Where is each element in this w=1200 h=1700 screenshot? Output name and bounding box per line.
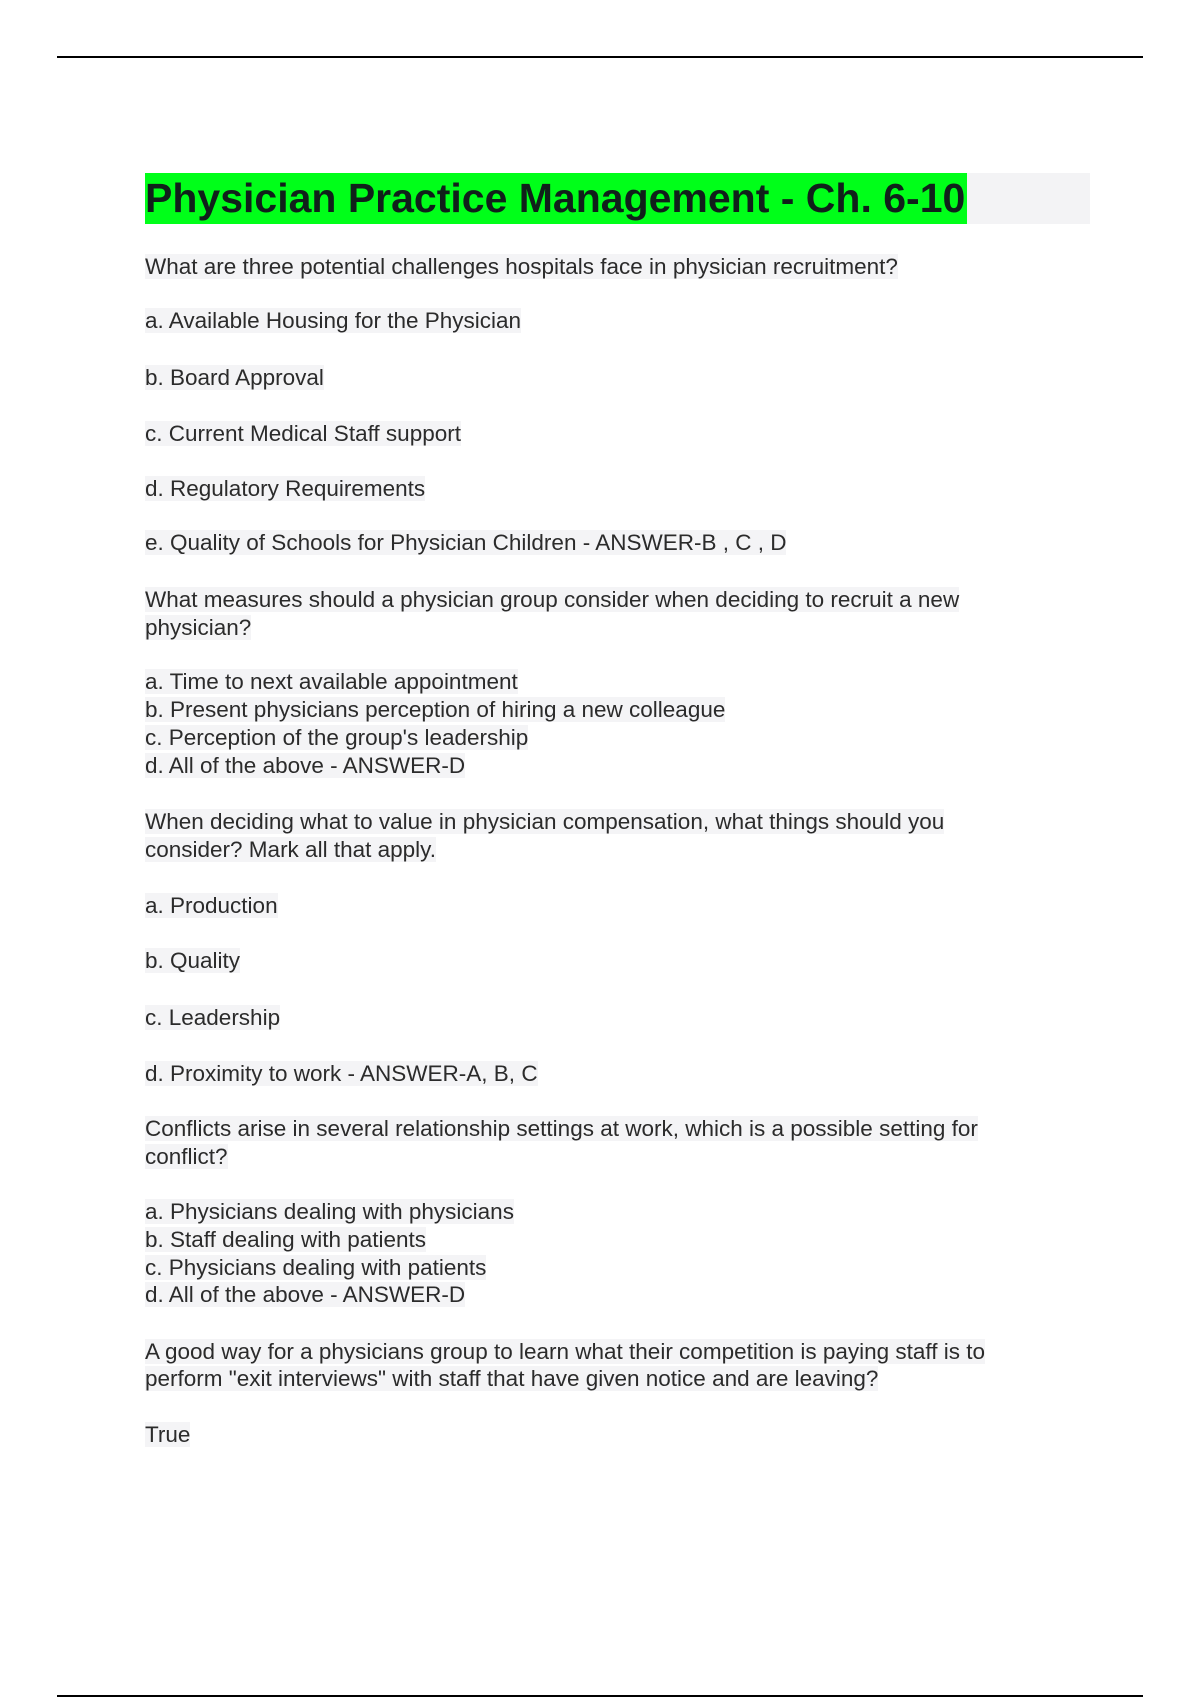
q3-option-b: b. Quality — [145, 948, 241, 973]
q1-option-a: a. Available Housing for the Physician — [145, 308, 522, 333]
q2-option-b: b. Present physicians perception of hiring a new colleague — [145, 697, 726, 722]
question-4-line-2: conflict? — [145, 1144, 228, 1169]
q4-option-c: c. Physicians dealing with patients — [145, 1255, 487, 1280]
question-4-line-1: Conflicts arise in several relationship settings at work, which is a possible setting for — [145, 1116, 978, 1141]
q4-option-d-answer: d. All of the above - ANSWER-D — [145, 1282, 466, 1307]
question-5-line-2: perform "exit interviews" with staff that have given notice and are leaving? — [145, 1366, 879, 1391]
top-rule — [57, 56, 1143, 58]
question-2-line-1: What measures should a physician group consider when deciding to recruit a new — [145, 587, 960, 612]
q1-option-c: c. Current Medical Staff support — [145, 421, 461, 446]
q3-option-c: c. Leadership — [145, 1005, 281, 1030]
q4-option-b: b. Staff dealing with patients — [145, 1227, 427, 1252]
q1-option-b: b. Board Approval — [145, 365, 324, 390]
question-3-line-2: consider? Mark all that apply. — [145, 837, 436, 862]
document-title: Physician Practice Management - Ch. 6-10 — [145, 173, 967, 224]
q2-option-a: a. Time to next available appointment — [145, 669, 518, 694]
question-1: What are three potential challenges hospitals face in physician recruitment? — [145, 254, 898, 279]
q2-option-c: c. Perception of the group's leadership — [145, 725, 529, 750]
q5-answer: True — [145, 1422, 191, 1447]
q1-option-d: d. Regulatory Requirements — [145, 476, 426, 501]
q1-option-e-answer: e. Quality of Schools for Physician Children - ANSWER-B , C , D — [145, 530, 787, 555]
q3-option-d-answer: d. Proximity to work - ANSWER-A, B, C — [145, 1061, 538, 1086]
q2-option-d-answer: d. All of the above - ANSWER-D — [145, 753, 466, 778]
question-2-line-2: physician? — [145, 615, 252, 640]
bottom-rule — [57, 1695, 1143, 1697]
question-3-line-1: When deciding what to value in physician compensation, what things should you — [145, 809, 945, 834]
question-5-line-1: A good way for a physicians group to learn what their competition is paying staff is to — [145, 1339, 986, 1364]
title-band — [145, 173, 1090, 224]
q3-option-a: a. Production — [145, 893, 278, 918]
q4-option-a: a. Physicians dealing with physicians — [145, 1199, 514, 1224]
document-body — [145, 173, 1090, 224]
